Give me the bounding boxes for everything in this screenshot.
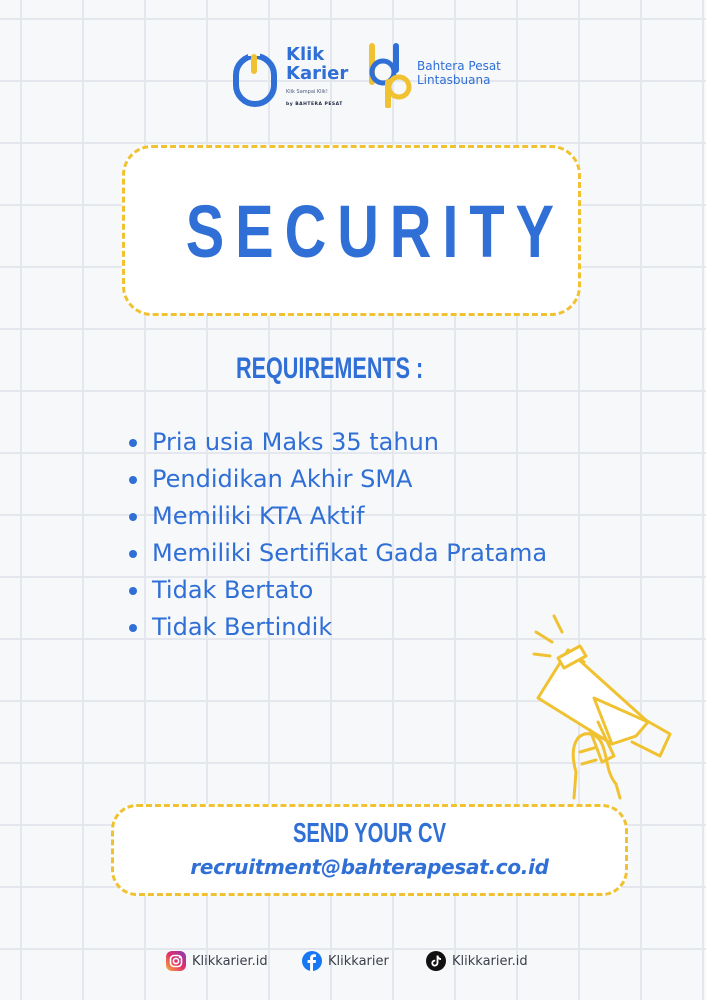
requirement-item bbox=[128, 461, 547, 498]
bullet-icon bbox=[129, 513, 137, 521]
bullet-icon bbox=[129, 624, 137, 632]
tiktok-icon bbox=[426, 951, 446, 971]
social-facebook[interactable] bbox=[302, 950, 389, 972]
bahtera-pesat-logo bbox=[366, 42, 516, 108]
requirement-item bbox=[128, 498, 547, 535]
requirement-item bbox=[128, 609, 547, 646]
bullet-icon bbox=[129, 439, 137, 447]
contact-card bbox=[111, 804, 628, 896]
bpl-logo-line1: Bahtera Pesat bbox=[417, 59, 501, 73]
send-cv-heading: SEND YOUR CV bbox=[292, 817, 447, 848]
social-tiktok[interactable] bbox=[426, 950, 528, 972]
requirement-text: Tidak Bertato bbox=[152, 576, 314, 604]
bpl-logo-line2: Lintasbuana bbox=[417, 73, 491, 87]
bahtera-pesat-logo-mark-icon bbox=[366, 42, 416, 108]
requirement-text: Memiliki KTA Aktif bbox=[152, 502, 365, 530]
klik-karier-logo-mark-icon bbox=[232, 48, 280, 108]
requirement-item bbox=[128, 535, 547, 572]
bullet-icon bbox=[129, 587, 137, 595]
tiktok-handle: Klikkarier.id bbox=[452, 953, 528, 969]
requirement-item bbox=[128, 424, 547, 461]
instagram-icon bbox=[166, 951, 186, 971]
instagram-handle: Klikkarier.id bbox=[192, 953, 268, 969]
klik-logo-tagline: Klik Sampai Klik! bbox=[286, 89, 328, 95]
facebook-icon bbox=[302, 951, 322, 971]
requirement-text: Pria usia Maks 35 tahun bbox=[152, 428, 440, 456]
social-instagram[interactable] bbox=[166, 950, 268, 972]
klik-karier-logo bbox=[232, 44, 362, 112]
requirement-item bbox=[128, 572, 547, 609]
requirements-heading: REQUIREMENTS : bbox=[236, 352, 424, 385]
title-card bbox=[122, 145, 581, 316]
bullet-icon bbox=[129, 550, 137, 558]
klik-logo-by: by BAHTERA PESAT bbox=[286, 102, 343, 107]
bullet-icon bbox=[129, 476, 137, 484]
requirement-text: Memiliki Sertifikat Gada Pratama bbox=[152, 539, 548, 567]
megaphone-icon bbox=[528, 612, 688, 802]
requirements-list bbox=[128, 424, 547, 646]
klik-logo-line2: Karier bbox=[286, 63, 349, 84]
klik-logo-line1: Klik bbox=[286, 44, 325, 65]
facebook-handle: Klikkarier bbox=[328, 953, 389, 969]
requirement-text: Pendidikan Akhir SMA bbox=[152, 465, 413, 493]
job-title: SECURITY bbox=[185, 190, 565, 273]
contact-email-link[interactable]: recruitment@bahterapesat.co.id bbox=[190, 855, 549, 879]
requirement-text: Tidak Bertindik bbox=[152, 613, 333, 641]
